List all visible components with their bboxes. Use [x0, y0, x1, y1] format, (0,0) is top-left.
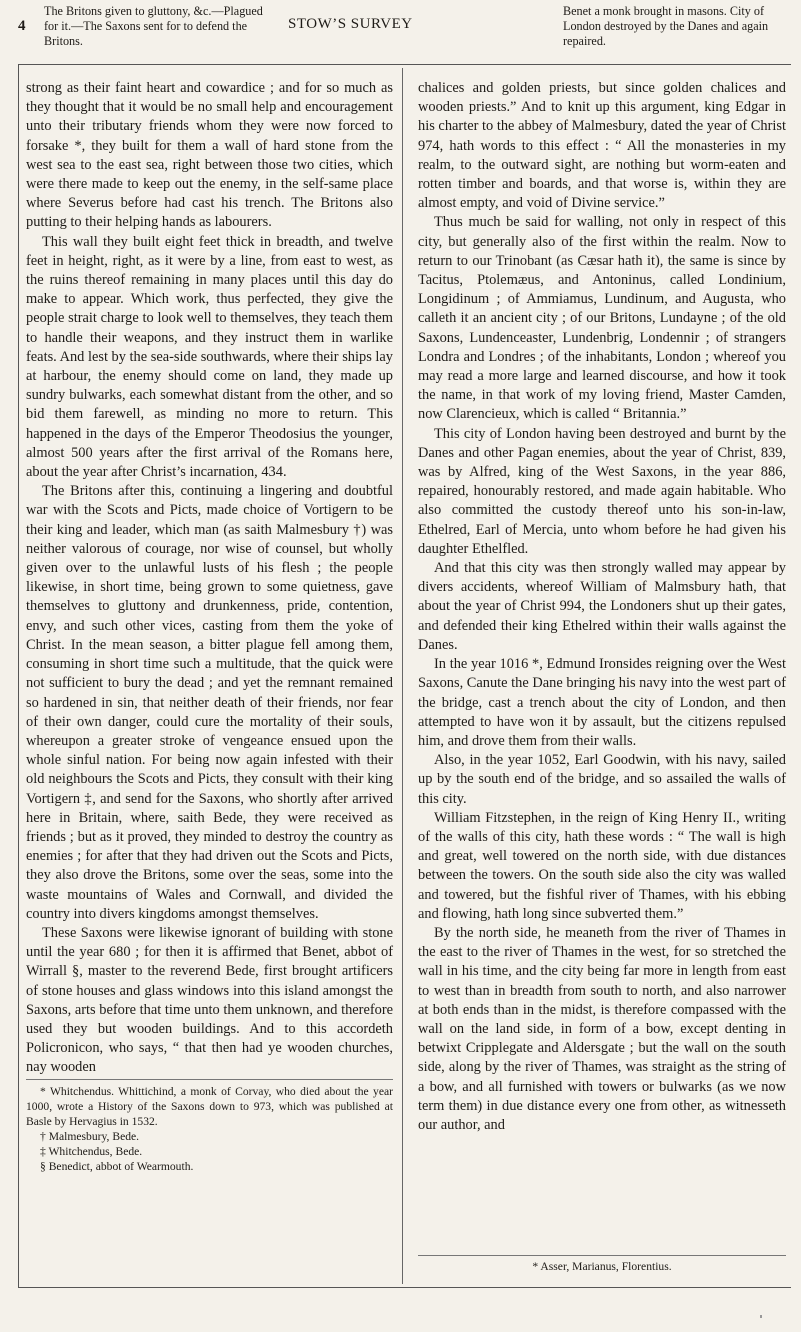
paragraph: This city of London having been destroyed and burnt by the Danes and other Pagan enemies, about the year of Christ, 839, was by Alfred, king of the West Saxons, in the year 886, repaired, honourably restored, and made again habitable. Who also committed the custody thereof unto his son-in-law, Ethelred, Earl of Mercia, unto whom before he had given his daughter Ethelfled. [418, 425, 786, 557]
footnote: * Whitchendus. Whittichind, a monk of Corvay, who died about the year 1000, wrote a History of the Saxons down to 973, which was published at Basle by Hervagius in 1532. [26, 1085, 393, 1128]
running-title: STOW’S SURVEY [288, 16, 413, 32]
paragraph: William Fitzstephen, in the reign of King Henry II., writing of the walls of this city, hath these words : “ The wall is high and great, well towered on the north side, with due distances between the towers. On the south side also the city was walled and towered, but the fishful river of Thames, with his ebbing and flowing, hath long since subverted them.” [418, 809, 786, 922]
paper-speck [760, 1315, 762, 1318]
right-footnotes [418, 1259, 786, 1274]
paragraph: Also, in the year 1052, Earl Goodwin, with his navy, sailed up by the south end of the bridge, and so assailed the walls of this city. [418, 752, 786, 807]
running-header [0, 0, 801, 64]
paragraph: chalices and golden priests, but since golden chalices and wooden priests.” And to knit up this argument, king Edgar in his charter to the abbey of Malmesbury, dated the year of Christ 974, hath words to this effect : “ All the monasteries in my realm, to the outward sight, are nothing but worm-eaten and rotten timber and boards, and that worse is, within they are almost empty, and void of Divine service.” [418, 80, 786, 212]
paragraph: This wall they built eight feet thick in breadth, and twelve feet in height, right, as it were by a line, from east to west, as the ruins thereof remaining in many places until this day do make to appear. Which work, thus perfected, they give the people strait charge to look well to themselves, they teach them to handle their weapons, and they instruct them in warlike feats. And lest by the sea-side southwards, where their ships lay at harbour, the enemy should come on land, they made up sundry bulwarks, each somewhat distant from the other, and so bid them farewell, as minding no more to return. This happened in the days of the Emperor Theodosius the younger, almost 500 years after the first arrival of the Romans here, about the year after Christ’s incarnation, 434. [26, 233, 393, 481]
left-running-head: The Britons given to gluttony, &c.—Plagued for it.—The Saxons sent for to defend the Britons. [44, 4, 263, 48]
column-divider [402, 68, 403, 1284]
footnote: § Benedict, abbot of Wearmouth. [40, 1160, 194, 1173]
paragraph: In the year 1016 *, Edmund Ironsides reigning over the West Saxons, Canute the Dane bringing his navy into the west part of the bridge, cast a trench about the city of London, and then attempted to have won it by assault, but the citizens repulsed him, and drove them from their walls. [418, 656, 786, 749]
right-running-head: Benet a monk brought in masons. City of London destroyed by the Danes and again repaired. [563, 4, 769, 48]
page-number: 4 [18, 18, 26, 34]
footnote: * Asser, Marianus, Florentius. [532, 1260, 672, 1273]
left-column [26, 79, 393, 1078]
footnote-rule [418, 1255, 786, 1256]
right-column [418, 79, 786, 1135]
paragraph: By the north side, he meaneth from the river of Thames in the east to the river of Thames in the west, for so stretched the wall in his time, and the city being far more in length from east to west than in breadth from south to north, and also narrower at both ends than in the midst, is therefore compassed with the wall on the land side, in form of a bow, except denting in betwixt Cripplegate and Aldersgate ; but the wall on the south side, along by the river of Thames, was straight as the string of a bow, and all furnished with towers or bulwarks (as we now term them) in due distance every one from other, as witnesseth our author, and [418, 924, 786, 1133]
footnote: † Malmesbury, Bede. [40, 1130, 140, 1143]
paragraph: These Saxons were likewise ignorant of building with stone until the year 680 ; for then it is affirmed that Benet, abbot of Wirrall §, master to the reverend Bede, first brought artificers of stone houses and glass windows into this island amongst the Saxons, arts before that time unto them unknown, and therefore used they but wooden buildings. And to this accordeth Policronicon, who says, “ that then had ye wooden churches, nay wooden [26, 924, 393, 1076]
paragraph: Thus much be said for walling, not only in respect of this city, but generally also of the first within the realm. Now to return to our Trinobant (as Cæsar hath it), the same is since by Tacitus, Ptolemæus, and Antoninus, called Londinium, Longidinum ; of Ammiamus, Lundinum, and Augusta, who calleth it an ancient city ; of our Britons, Lundayne ; of the old Saxons, Lundenceaster, Lundenbrig, Londennir ; of strangers Londra and Londres ; of the inhabitants, London ; whereof you may read a more large and learned discourse, and how it took the name, in that work of my loving friend, Master Camden, now Clarencieux, which is called “ Britannia.” [418, 214, 786, 423]
left-footnotes [26, 1084, 393, 1174]
paragraph: strong as their faint heart and cowardice ; and for so much as they thought that it would be no small help and encouragement unto their tributary friends whom they were now forced to forsake *, they built for them a wall of hard stone from the west sea to the east sea, right between those two cities, which were there made to keep out the enemy, in the self-same place where Severus before had cast his trench. The Britons also putting to their helping hands as labourers. [26, 80, 393, 231]
paragraph: The Britons after this, continuing a lingering and doubtful war with the Scots and Picts, made choice of Vortigern to be their king and leader, which man (as saith Malmesbury †) was neither valorous of courage, nor wise of counsel, but wholly given over to the unlawful lusts of his flesh ; the people likewise, in short time, being grown to some quietness, gave themselves to gluttony and drunkenness, pride, contention, envy, and such other vices, casting from them the yoke of Christ. In the mean season, a bitter plague fell among them, consuming in short time such a multitude, that the quick were not sufficient to bury the dead ; and yet the remnant remained so hardened in sin, that neither death of their friends, nor fear of their own danger, could cure the mortality of their souls, whereupon a greater stroke of vengeance ensued upon the whole sinful nation. For being now again infested with their old neighbours the Scots and Picts, they consult with their king Vortigern ‡, and send for the Saxons, who shortly after arrived here in Britain, where, saith Bede, they were received as friends ; but as it proved, they minded to destroy the country as enemies ; for after that they had driven out the Scots and Picts, they also drove the Britons, some over the seas, some into the waste mountains of Wales and Cornwall, and divided the country into divers kingdoms amongst themselves. [26, 483, 393, 922]
paragraph: And that this city was then strongly walled may appear by divers accidents, whereof William of Malmsbury hath, that about the year of Christ 994, the Londoners shut up their gates, and defended their king Ethelred within their walls against the Danes. [418, 560, 786, 653]
footnote-rule [26, 1079, 393, 1080]
footnote: ‡ Whitchendus, Bede. [40, 1145, 143, 1158]
